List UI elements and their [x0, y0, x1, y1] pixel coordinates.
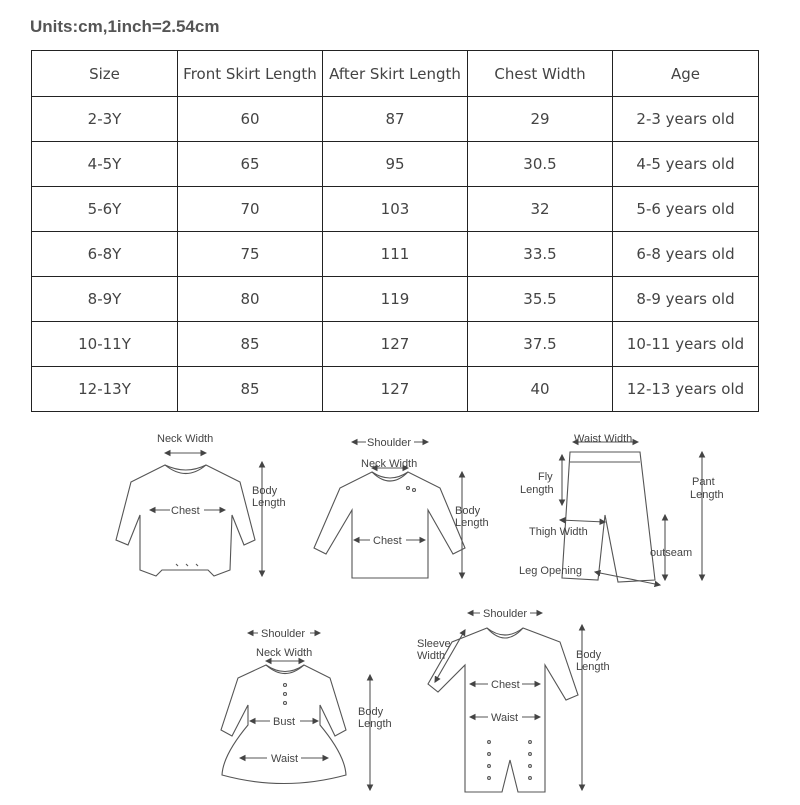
- table-row: [32, 142, 759, 187]
- bodysuit-body-length-label: Body: [252, 485, 278, 497]
- shirt-shoulder-label: Shoulder: [367, 437, 412, 449]
- romper-body-length-label: Body: [576, 649, 602, 661]
- cell-front-skirt-length: 60: [178, 97, 323, 142]
- table-row: [32, 187, 759, 232]
- table-row: [32, 232, 759, 277]
- measurement-diagrams: [0, 420, 800, 800]
- pants-waist-width-label: Waist Width: [574, 433, 633, 445]
- shirt-neck-width-label: Neck Width: [361, 458, 418, 470]
- cell-front-skirt-length: 85: [178, 322, 323, 367]
- romper-shoulder-label: Shoulder: [483, 608, 528, 620]
- cell-after-skirt-length: 95: [323, 142, 468, 187]
- cell-size: 12-13Y: [32, 367, 178, 412]
- pants-fly-length-label-2: Length: [520, 484, 554, 496]
- cell-front-skirt-length: 70: [178, 187, 323, 232]
- cell-after-skirt-length: 127: [323, 322, 468, 367]
- cell-size: 6-8Y: [32, 232, 178, 277]
- pants-pant-length-label-2: Length: [690, 489, 724, 501]
- romper-chest-label: Chest: [491, 679, 520, 691]
- cell-after-skirt-length: 87: [323, 97, 468, 142]
- pants-pant-length-label: Pant: [692, 476, 715, 488]
- table-row: [32, 322, 759, 367]
- romper-body-length-label-2: Length: [576, 661, 610, 673]
- header-size: Size: [32, 51, 178, 97]
- dress-bust-label: Bust: [273, 716, 296, 728]
- cell-age: 6-8 years old: [613, 232, 759, 277]
- cell-front-skirt-length: 65: [178, 142, 323, 187]
- cell-age: 4-5 years old: [613, 142, 759, 187]
- header-front-skirt-length: Front Skirt Length: [178, 51, 323, 97]
- measurement-diagrams-svg: [0, 420, 800, 800]
- table-row: [32, 367, 759, 412]
- cell-after-skirt-length: 111: [323, 232, 468, 277]
- pants-diagram: [560, 442, 702, 585]
- cell-size: 4-5Y: [32, 142, 178, 187]
- cell-chest-width: 29: [468, 97, 613, 142]
- cell-chest-width: 32: [468, 187, 613, 232]
- table-header-row: [32, 51, 759, 97]
- cell-front-skirt-length: 75: [178, 232, 323, 277]
- size-table: [31, 50, 759, 412]
- cell-after-skirt-length: 103: [323, 187, 468, 232]
- cell-after-skirt-length: 119: [323, 277, 468, 322]
- cell-chest-width: 37.5: [468, 322, 613, 367]
- cell-age: 5-6 years old: [613, 187, 759, 232]
- dress-body-length-label: Body: [358, 706, 384, 718]
- cell-chest-width: 35.5: [468, 277, 613, 322]
- bodysuit-neck-width-label: Neck Width: [157, 433, 214, 445]
- header-age: Age: [613, 51, 759, 97]
- cell-age: 8-9 years old: [613, 277, 759, 322]
- units-note: Units:cm,1inch=2.54cm: [30, 17, 220, 36]
- table-row: [32, 277, 759, 322]
- cell-age: 12-13 years old: [613, 367, 759, 412]
- cell-age: 10-11 years old: [613, 322, 759, 367]
- pants-thigh-width-label: Thigh Width: [529, 526, 588, 538]
- bodysuit-chest-label: Chest: [171, 505, 200, 517]
- cell-front-skirt-length: 80: [178, 277, 323, 322]
- cell-size: 8-9Y: [32, 277, 178, 322]
- pants-leg-opening-label: Leg Opening: [519, 565, 582, 577]
- cell-chest-width: 40: [468, 367, 613, 412]
- header-after-skirt-length: After Skirt Length: [323, 51, 468, 97]
- header-chest-width: Chest Width: [468, 51, 613, 97]
- cell-size: 10-11Y: [32, 322, 178, 367]
- cell-chest-width: 30.5: [468, 142, 613, 187]
- bodysuit-body-length-label-2: Length: [252, 497, 286, 509]
- cell-chest-width: 33.5: [468, 232, 613, 277]
- romper-sleeve-width-label: Sleeve: [417, 638, 451, 650]
- shirt-chest-label: Chest: [373, 535, 402, 547]
- shirt-body-length-label: Body: [455, 505, 481, 517]
- dress-waist-label: Waist: [271, 753, 299, 765]
- pants-outseam-label: outseam: [650, 547, 693, 559]
- shirt-body-length-label-2: Length: [455, 517, 489, 529]
- cell-age: 2-3 years old: [613, 97, 759, 142]
- table-row: [32, 97, 759, 142]
- dress-neck-width-label: Neck Width: [256, 647, 313, 659]
- romper-waist-label: Waist: [491, 712, 519, 724]
- cell-after-skirt-length: 127: [323, 367, 468, 412]
- cell-size: 5-6Y: [32, 187, 178, 232]
- dress-body-length-label-2: Length: [358, 718, 392, 730]
- pants-fly-length-label: Fly: [538, 471, 553, 483]
- cell-front-skirt-length: 85: [178, 367, 323, 412]
- romper-diagram: [428, 613, 582, 792]
- romper-sleeve-width-label-2: Width: [417, 650, 446, 662]
- cell-size: 2-3Y: [32, 97, 178, 142]
- dress-shoulder-label: Shoulder: [261, 628, 306, 640]
